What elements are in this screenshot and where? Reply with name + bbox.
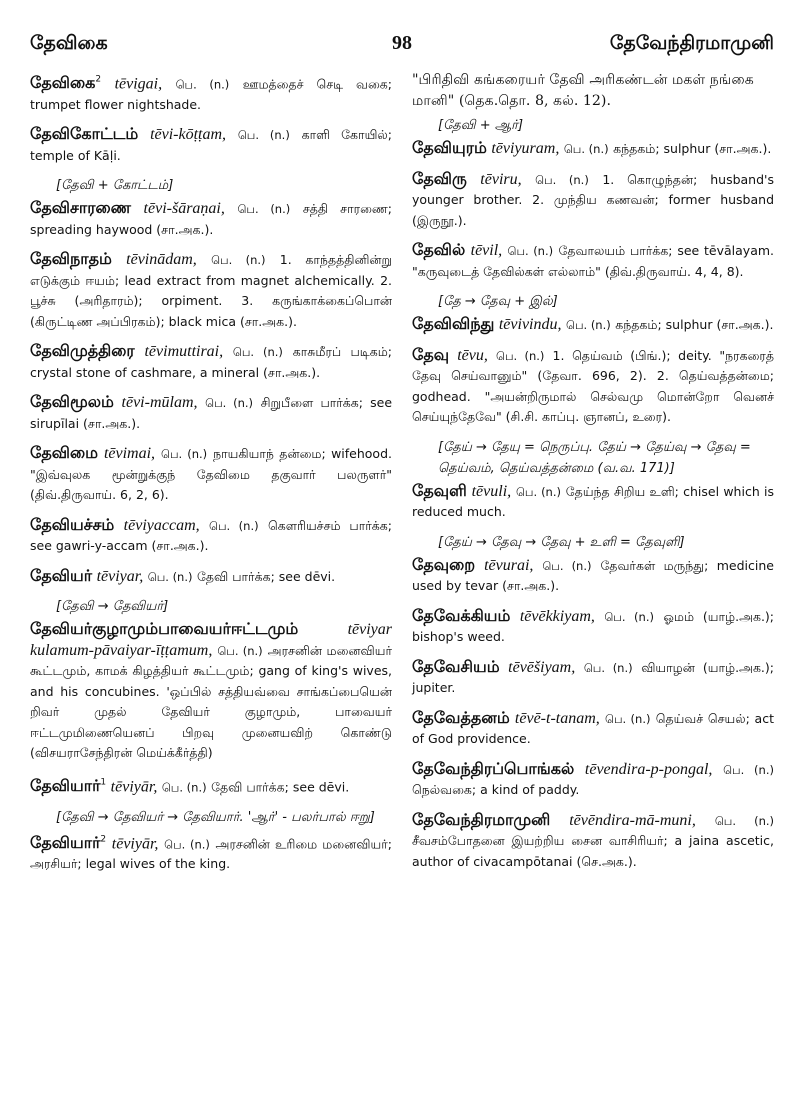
entry-transliteration: tēvē-t-tanam, (514, 709, 600, 727)
entry-definition: 1. காந்தத்தினின்று எடுக்கும் ஈயம்; lead extract from magnet alchemically. 2. பூச்சு (அரிதாரம்); orpiment. 3. கருங்காக்கைப்பொன் (கிருட்டிண அப்பிரகம்); black mica (சா.அக.). (30, 252, 393, 329)
entry-transliteration: tēviyār, (111, 834, 159, 852)
headword-text: தேவேசியம் (412, 656, 500, 676)
entry-headword (412, 345, 449, 364)
entry-grammar: பெ. (n.) (605, 711, 651, 726)
dictionary-entry (412, 759, 774, 801)
entry-transliteration: tēviyar, (96, 567, 144, 585)
entry-definition: வியாழன் (யாழ்.அக.); jupiter. (412, 659, 774, 695)
entry-grammar: பெ. (n.) (507, 244, 554, 258)
entry-transliteration: tēvivindu, (498, 316, 562, 333)
headword-text: தேவுறை (412, 554, 476, 574)
entry-definition: கந்தகம்; sulphur (சா.அக.). (613, 141, 772, 156)
dictionary-entry (412, 240, 774, 312)
entry-definition: தேவி பார்க்க; see dēvi. (197, 568, 336, 584)
headword-text: தேவிமூலம் (30, 392, 114, 412)
entry-etymology: [தே → தேவு + இல்] (438, 294, 558, 309)
entry-headword (412, 169, 467, 188)
entry-text (412, 657, 774, 699)
entry-headword (412, 759, 574, 778)
entry-transliteration: tēvimai, (103, 445, 156, 463)
entry-definition: காளி கோயில்; temple of Kāḷi. (30, 127, 392, 163)
entry-transliteration: tēviru, (480, 170, 522, 188)
entry-headword (412, 314, 494, 333)
left-column (30, 70, 392, 884)
entry-text (412, 481, 774, 523)
entry-definition: நாயகியாந் தன்மை; wifehood. "இவ்வுலக மூன்றுக்குந் தேவிமை தகுவார் பலருளர்" (திவ்.திருவாய். 6, 2, 6). (30, 446, 392, 503)
headword-text: தேவிகை (30, 73, 96, 93)
dictionary-entry (412, 481, 774, 553)
entry-etymology: [தேய் → தேயு = நெருப்பு. தேய் → தேய்வு → தேவு = தெய்வம், தெய்வத்தன்மை (வ.வ. 171)] (438, 439, 751, 476)
entry-definition: சிறுபீளை பார்க்க; see sirupīlai (சா.அக.). (30, 395, 393, 431)
dictionary-entry (412, 810, 774, 873)
dictionary-entry (412, 138, 774, 160)
headword-text: தேவிமை (30, 443, 98, 463)
entry-text (412, 314, 774, 336)
running-head (30, 0, 774, 70)
entry-transliteration: tēvi-kōṭṭam, (150, 126, 227, 144)
headword-text: தேவேந்திரமாமுனி (412, 809, 551, 829)
entry-text (30, 249, 392, 332)
dictionary-entry (30, 830, 392, 875)
dictionary-entry (30, 773, 392, 828)
entry-headword (30, 198, 131, 217)
headword-text: தேவு (412, 344, 450, 364)
entry-definition: சீவசம்போதனை இயற்றிய சைன வாசிரியர்; a jaina ascetic, author of civacampōtanai (செ.அக.). (412, 833, 774, 869)
entry-transliteration: tēvigai, (114, 75, 163, 93)
page-number: 98 (392, 32, 412, 54)
entry-transliteration: tēviyar kulamum-pāvaiyar-īṭṭamum, (30, 621, 392, 659)
dictionary-entry (30, 70, 392, 115)
dictionary-entry (30, 619, 392, 764)
entry-definition: தேவாலயம் பார்க்க; see tēvālayam. "கருவுடைத் தேவில்கள் எல்லாம்" (திவ்.திருவாய். 4, 4, 8). (412, 243, 775, 279)
entry-definition: அரசனின் உரிமை மனைவியர்; அரசியர்; legal wives of the king. (30, 835, 392, 872)
entry-etymology: [தேவி → தேவியர் → தேவியார். 'ஆர்' - பலர்பால் ஈறு] (56, 809, 375, 825)
continued-entry-etymology: [தேவி + ஆர்] (438, 118, 524, 133)
entry-etymology: [தேவி → தேவியர்] (56, 599, 169, 615)
entry-grammar: பெ. (n.) (237, 128, 290, 143)
headword-text: தேவுளி (412, 480, 467, 500)
entry-grammar: பெ. (n.) (161, 447, 208, 462)
entry-text (30, 515, 392, 557)
entry-definition: காசுமீரப் படிகம்; crystal stone of cashmare, a mineral (சா.அக.). (30, 344, 392, 380)
running-head-left: தேவிகை (30, 32, 108, 54)
entry-grammar: பெ. (n.) (161, 780, 207, 795)
entry-etymology: [தேவி + கோட்டம்] (56, 178, 174, 194)
entry-text (30, 198, 392, 240)
entry-text (412, 759, 774, 801)
headword-text: தேவிமுத்திரை (30, 341, 135, 361)
headword-text: தேவிகோட்டம் (30, 124, 139, 144)
entry-headword (30, 833, 106, 852)
two-column-body (30, 70, 774, 884)
headword-text: தேவியுரம் (412, 138, 487, 157)
entry-grammar: பெ. (n.) (604, 609, 654, 624)
dictionary-entry (30, 443, 392, 506)
dictionary-entry (30, 198, 392, 240)
continued-entry-text: "பிரிதிவி கங்கரையர் தேவி அரிகண்டன் மகள் நங்கை மானி" (தெக.தொ. 8, கல். 12). (412, 72, 754, 109)
headword-text: தேவியர் (30, 565, 93, 585)
entry-text (30, 830, 392, 875)
entry-definition: அரசனின் மனைவியர் கூட்டமும், காமக் கிழத்தியர் கூட்டமும்; gang of king's wives, and his concubines. 'ஒப்பில் சத்தியவ்வை சாங்கப்பையென் றிவர் முதல் தேவியர் குழாமும், பாவையர் ஈட்டமுமிணையெனப் பிறவு முனையவிற் கொண்டு (விசயராசேந்திரன் மெய்க்கீர்த்தி) (30, 642, 392, 761)
headword-text: தேவியர்குழாமும்பாவையர்ஈட்டமும் (30, 619, 299, 639)
entry-headword (30, 124, 138, 143)
headword-text: தேவியார் (30, 776, 101, 796)
entry-text (412, 708, 774, 750)
homonym-number: 2 (95, 75, 102, 85)
entry-text (412, 555, 774, 597)
entry-headword (30, 515, 114, 534)
entry-transliteration: tēviyuram, (491, 140, 560, 157)
right-column (412, 70, 774, 884)
headword-text: தேவிவிந்து (412, 314, 495, 333)
entry-grammar: பெ. (n.) (714, 813, 774, 828)
entry-definition: தேவி பார்க்க; see dēvi. (211, 779, 350, 795)
dictionary-entry (30, 249, 392, 332)
entry-headword (412, 708, 510, 727)
entry-text (412, 810, 774, 873)
entry-headword (30, 392, 114, 411)
entry-text (30, 124, 392, 166)
entry-definition: 1. கொழுந்தன்; husband's younger brother. 2. முந்திய கணவன்; former husband (இருநூ.). (412, 171, 774, 228)
entry-grammar: பெ. (n.) (164, 836, 210, 851)
entry-definition: தெய்வச் செயல்; act of God providence. (412, 710, 774, 746)
entry-transliteration: tēvu, (457, 346, 488, 364)
entry-grammar: பெ. (n.) (205, 396, 254, 411)
entry-transliteration: tēvinādam, (126, 251, 197, 269)
dictionary-entry (412, 708, 774, 750)
entry-transliteration: tēviyaccam, (123, 516, 200, 534)
entry-headword (412, 555, 475, 574)
headword-text: தேவிரு (412, 168, 467, 188)
entry-headword (30, 776, 106, 795)
entry-headword (412, 138, 487, 157)
entry-grammar: பெ. (n.) (563, 142, 609, 156)
entry-grammar: பெ. (n.) (515, 484, 561, 499)
entry-transliteration: tēvi-mūlam, (121, 394, 198, 412)
entry-text (30, 392, 392, 434)
headword-text: தேவிநாதம் (30, 249, 112, 269)
entry-transliteration: tēvēkkiyam, (519, 607, 595, 625)
entry-text (30, 566, 392, 588)
entry-etymology: [தேய் → தேவு → தேவு + உளி = தேவுளி] (438, 534, 685, 550)
entry-headword (30, 443, 98, 462)
entry-grammar: பெ. (n.) (209, 518, 259, 533)
entry-text (30, 341, 392, 383)
dictionary-entry (412, 606, 774, 648)
entry-grammar: பெ. (n.) (175, 77, 230, 92)
dictionary-entry (412, 657, 774, 699)
entry-grammar: பெ. (n.) (583, 660, 633, 675)
entry-grammar: பெ. (n.) (217, 643, 263, 658)
entry-grammar: பெ. (n.) (147, 569, 193, 584)
running-head-right: தேவேந்திரமாமுனி (609, 32, 774, 54)
dictionary-entry (30, 392, 392, 434)
entry-headword (412, 810, 550, 829)
headword-text: தேவியார் (30, 832, 101, 852)
homonym-number: 1 (100, 777, 107, 788)
entry-transliteration: tēviyār, (110, 778, 158, 796)
entry-transliteration: tēvurai, (484, 556, 534, 574)
entry-definition: கௌரியச்சம் பார்க்க; see gawri-y-accam (சா.அக.). (30, 517, 392, 554)
entry-definition: தேய்ந்த சிறிய உளி; chisel which is reduced much. (412, 483, 774, 519)
entry-grammar: பெ. (n.) (535, 172, 589, 187)
dictionary-entry (30, 515, 392, 557)
entry-transliteration: tēvimuttirai, (144, 343, 224, 361)
entry-grammar: பெ. (n.) (723, 762, 774, 777)
entry-transliteration: tēvuli, (471, 482, 512, 500)
entry-definition: கந்தகம்; sulphur (சா.அக.). (615, 317, 774, 332)
entry-headword (30, 619, 298, 638)
dictionary-entry (412, 555, 774, 597)
headword-text: தேவேந்திரப்பொங்கல் (412, 758, 575, 778)
entry-headword (412, 606, 510, 625)
entry-text (412, 240, 774, 282)
entry-text (412, 606, 774, 648)
entry-text (30, 773, 392, 798)
entry-transliteration: tēvēndira-mā-muni, (569, 811, 696, 829)
entry-headword (412, 481, 467, 500)
entry-definition: சத்தி சாரணை; spreading haywood (சா.அக.). (30, 201, 393, 237)
dictionary-entry (412, 314, 774, 336)
entry-headword (30, 73, 101, 92)
headword-text: தேவிசாரணை (30, 198, 131, 218)
entry-headword (412, 240, 465, 259)
entry-grammar: பெ. (n.) (542, 558, 592, 573)
entry-headword (30, 566, 92, 585)
headword-text: தேவேக்கியம் (412, 605, 511, 625)
entry-text (30, 443, 392, 506)
headword-text: தேவில் (412, 240, 466, 259)
entry-grammar: பெ. (n.) (211, 253, 266, 268)
entry-headword (412, 657, 500, 676)
entry-transliteration: tēvendira-p-pongal, (584, 760, 713, 778)
dictionary-entry (30, 566, 392, 618)
entry-text (30, 70, 392, 115)
entry-transliteration: tēvi-šāraṇai, (143, 200, 225, 218)
dictionary-entry (30, 341, 392, 383)
entry-headword (30, 249, 112, 268)
entry-grammar: பெ. (n.) (237, 202, 291, 217)
entry-definition: ஓமம் (யாழ்.அக.); bishop's weed. (412, 608, 775, 644)
entry-text (412, 345, 774, 428)
headword-text: தேவேத்தனம் (412, 707, 510, 727)
entry-text (30, 619, 392, 764)
dictionary-entry (412, 169, 774, 232)
dictionary-entry (30, 124, 392, 196)
entry-definition: 1. தெய்வம் (பிங்.); deity. "நரகரைத் தேவு செய்வானும்" (தேவா. 696, 2). 2. தெய்வத்தன்மை; godhead. "அயன்றிருமால் செல்வமு மொன்றோ வெனச் செய்யுந்தேவே" (சி.சி. காப்பு. ஞானப், உரை). (412, 347, 774, 424)
dictionary-entry (412, 345, 774, 479)
entry-definition: தேவர்கள் மருந்து; medicine used by tevar (சா.அக.). (412, 557, 774, 593)
entry-grammar: பெ. (n.) (496, 348, 545, 363)
entry-text (412, 138, 774, 160)
right-column-entries (412, 138, 774, 872)
homonym-number: 2 (100, 834, 107, 845)
entry-transliteration: tēvēšiyam, (508, 658, 576, 676)
entry-definition: நெல்வகை; a kind of paddy. (412, 782, 580, 797)
entry-transliteration: tēvil, (470, 242, 503, 259)
entry-grammar: பெ. (n.) (232, 345, 283, 360)
entry-definition: ஊமத்தைச் செடி வகை; trumpet flower nightshade. (30, 76, 393, 112)
headword-text: தேவியச்சம் (30, 514, 115, 534)
entry-text (412, 169, 774, 232)
entry-grammar: பெ. (n.) (566, 318, 611, 332)
entry-headword (30, 341, 135, 360)
